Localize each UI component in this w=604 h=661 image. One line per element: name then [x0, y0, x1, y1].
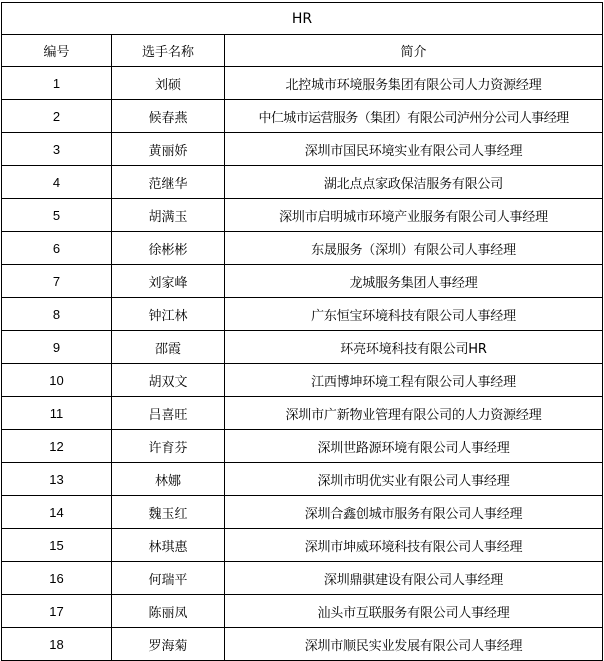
table-row: [2, 595, 603, 628]
description: 湖北点点家政保洁服务有限公司: [225, 166, 603, 199]
contestant-name: 胡满玉: [112, 199, 225, 232]
contestant-name: 吕喜旺: [112, 397, 225, 430]
contestant-name: 林娜: [112, 463, 225, 496]
row-number: 13: [2, 463, 112, 496]
description: 汕头市互联服务有限公司人事经理: [225, 595, 603, 628]
contestant-name: 钟江林: [112, 298, 225, 331]
header-row: [2, 35, 603, 67]
row-number: 12: [2, 430, 112, 463]
contestant-name: 徐彬彬: [112, 232, 225, 265]
description: 深圳合鑫创城市服务有限公司人事经理: [225, 496, 603, 529]
column-header-number: 编号: [2, 35, 112, 67]
row-number: 1: [2, 67, 112, 100]
contestant-name: 胡双文: [112, 364, 225, 397]
row-number: 17: [2, 595, 112, 628]
contestant-name: 邵霞: [112, 331, 225, 364]
contestant-name: 范继华: [112, 166, 225, 199]
table-row: [2, 628, 603, 661]
contestant-name: 何瑞平: [112, 562, 225, 595]
column-header-name: 选手名称: [112, 35, 225, 67]
row-number: 9: [2, 331, 112, 364]
description: 中仁城市运营服务（集团）有限公司泸州分公司人事经理: [225, 100, 603, 133]
hr-table: [1, 2, 603, 661]
table-row: [2, 67, 603, 100]
table-row: [2, 100, 603, 133]
description: 深圳世路源环境有限公司人事经理: [225, 430, 603, 463]
row-number: 5: [2, 199, 112, 232]
description: 深圳市顺民实业发展有限公司人事经理: [225, 628, 603, 661]
description: 东晟服务（深圳）有限公司人事经理: [225, 232, 603, 265]
row-number: 15: [2, 529, 112, 562]
row-number: 16: [2, 562, 112, 595]
row-number: 3: [2, 133, 112, 166]
table-row: [2, 463, 603, 496]
description: 深圳市明优实业有限公司人事经理: [225, 463, 603, 496]
row-number: 14: [2, 496, 112, 529]
description: 深圳鼎骐建设有限公司人事经理: [225, 562, 603, 595]
row-number: 18: [2, 628, 112, 661]
table-row: [2, 133, 603, 166]
table-row: [2, 364, 603, 397]
contestant-name: 林琪惠: [112, 529, 225, 562]
contestant-name: 黄丽娇: [112, 133, 225, 166]
row-number: 2: [2, 100, 112, 133]
table-row: [2, 265, 603, 298]
contestant-name: 魏玉红: [112, 496, 225, 529]
table-body: [2, 67, 603, 661]
row-number: 4: [2, 166, 112, 199]
row-number: 11: [2, 397, 112, 430]
description: 龙城服务集团人事经理: [225, 265, 603, 298]
table-row: [2, 430, 603, 463]
description: 环亮环境科技有限公司HR: [225, 331, 603, 364]
table-row: [2, 331, 603, 364]
description: 深圳市坤威环境科技有限公司人事经理: [225, 529, 603, 562]
description: 广东恒宝环境科技有限公司人事经理: [225, 298, 603, 331]
table-row: [2, 562, 603, 595]
table-row: [2, 397, 603, 430]
table-row: [2, 529, 603, 562]
table-row: [2, 298, 603, 331]
description: 江西博坤环境工程有限公司人事经理: [225, 364, 603, 397]
table-row: [2, 496, 603, 529]
table-title: HR: [2, 3, 603, 35]
description: 北控城市环境服务集团有限公司人力资源经理: [225, 67, 603, 100]
contestant-name: 许育芬: [112, 430, 225, 463]
contestant-name: 罗海菊: [112, 628, 225, 661]
title-row: [2, 3, 603, 35]
table-row: [2, 166, 603, 199]
row-number: 6: [2, 232, 112, 265]
contestant-name: 陈丽凤: [112, 595, 225, 628]
contestant-name: 刘家峰: [112, 265, 225, 298]
table-row: [2, 232, 603, 265]
row-number: 10: [2, 364, 112, 397]
table-row: [2, 199, 603, 232]
description: 深圳市广新物业管理有限公司的人力资源经理: [225, 397, 603, 430]
description: 深圳市启明城市环境产业服务有限公司人事经理: [225, 199, 603, 232]
contestant-name: 候春燕: [112, 100, 225, 133]
row-number: 8: [2, 298, 112, 331]
contestant-name: 刘硕: [112, 67, 225, 100]
column-header-description: 简介: [225, 35, 603, 67]
row-number: 7: [2, 265, 112, 298]
description: 深圳市国民环境实业有限公司人事经理: [225, 133, 603, 166]
